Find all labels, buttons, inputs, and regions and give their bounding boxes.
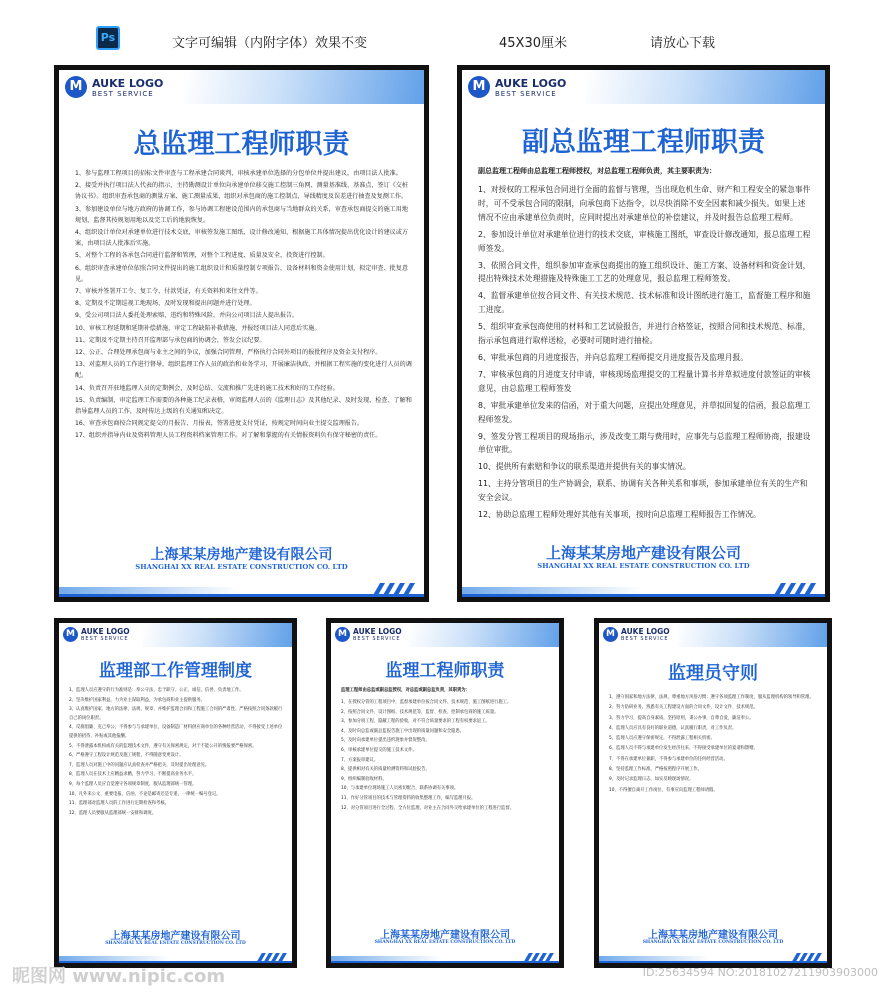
rule-list [69, 687, 284, 819]
logo-name: AUKE LOGO [621, 627, 670, 636]
list-item: 14、负责召开驻地监理人员的定期例会，及时总结、交流和推广先进的施工技术和好的工作经验。 [75, 384, 339, 392]
list-item: 12、协助总监理工程师处理好其他有关事项，按时向总监理工程师报告工作情况。 [478, 510, 761, 520]
intro-text: 监理工程师由总监或副总监授权，对总监或副总监负责，其职责为： [341, 688, 470, 693]
list-item: 5、不得泄露本机构或有关的监理技术文件，遵守有关保密规定，对于不能公开的情报要严格保密。 [69, 743, 257, 749]
header-decor [677, 623, 827, 647]
footer-bar [462, 594, 825, 597]
list-item: 16、审查承包商按合同规定提交的月报告、月报表，签署进度支付凭证，按规定时间向业主提交监理报告。 [75, 420, 364, 428]
logo-name: AUKE LOGO [81, 627, 130, 636]
list-item: 6、监理人员不得与承建单位发生经济往来，不得接受承建单位的宴请和馈赠。 [609, 746, 758, 752]
logo-mark-icon: M [335, 627, 350, 642]
poster-title: 监理工程师职责 [385, 661, 505, 681]
list-item: 7、不得在承建单位兼职，不得参与承建单位的任何经营活动。 [609, 756, 728, 762]
list-item: 6、审批承包商的月进度报告，并向总监理工程师提交月进度报告及监理月报。 [478, 352, 749, 362]
list-item: 8、提供相对有关的质量检测资料和试验报告。 [341, 767, 430, 773]
list-item: 11、监理部对监理人员的工作进行定期检查和考核。 [69, 801, 169, 807]
list-item: 10、提供所有索赔和争议的联系渠道并提供有关的事实情况。 [478, 462, 691, 472]
list-item: 13、对监理人员的工作进行督导，组织监理工作人员的政治和业务学习，开展廉洁执政、并根据工程实施的变化进行人员的调配。 [75, 361, 412, 380]
list-item: 5、监理人员应遵守保密规定，不得泄露工程相关机密。 [609, 736, 715, 742]
list-item: 1、监理人员应遵守的行为准则是：奉公守法、忠于职守、公正、诚信、信誉、负责地工作。 [69, 688, 244, 693]
list-item: 8、监理人员在技术上应精益求精，努力学习，不断提高业务水平。 [69, 772, 197, 778]
list-item: 4、反腐倡廉、克己奉公，不得参与与承建单位、设备制造厂材料供应商单位的各种经营活动，不得接受上述单位提供的招待、补贴或其他报酬。 [69, 725, 283, 739]
list-item: 6、组织审查承建单位依照合同文件提出的施工组织设计和质量控制专项报告，设备材料和资金使用计划，拟定审查、批复意见。 [75, 264, 408, 283]
list-item: 11、作好分管项目的技术与管理资料的收集整理工作，编写监理月报。 [341, 795, 476, 801]
list-item: 1、遵守国家和地方法律、法规，尊重地方风俗习惯；遵守各项监理工作制度，服从监理机构的领导和管理。 [609, 695, 814, 700]
list-item: 11、定期及不定期主持召开监理部与承包商的协调会，签发会议纪要。 [75, 336, 266, 344]
header-decor [142, 623, 292, 647]
list-item: 9、签发分管工程项目的现场指示，涉及改变工期与费用时，应事先与总监理工程师协商，报建设单位审批。 [478, 431, 811, 455]
list-item: 5、组织审查承包商使用的材料和工艺试验报告，并进行合格签证，按照合同和技术规范、标准，指示承包商进行取样送检，必要时可随时进行抽检。 [478, 322, 811, 346]
top-bar [0, 0, 886, 60]
list-item: 12、公正、合理处理承包商与业主之间的争议，加强合同管理，严格执行合同外项目的报批程序及资金支付程序。 [75, 349, 382, 357]
poster-inspector-code [594, 618, 832, 968]
footer-stripes [775, 583, 815, 597]
list-item: 4、监督承建单位按合同文件、有关技术规范、技术标准和设计图纸进行施工，监督施工程序和施工进度。 [478, 291, 811, 315]
company-name-en: SHANGHAI XX REAL ESTATE CONSTRUCTION CO. LTD [537, 562, 750, 570]
poster-title: 副总监理工程师职责 [522, 127, 765, 158]
duty-list [478, 183, 813, 525]
logo-mark-icon: M [468, 76, 490, 98]
list-item: 3、认真维护国家、地方的法律、法规、规章，并维护监理合同和工程施工合同的严肃性。严格按照合同条款履行自己的岗位职责。 [69, 707, 283, 721]
photoshop-icon: Ps [96, 26, 120, 50]
list-item: 9、及时记录监理日志，如实反映现场情况。 [609, 777, 694, 783]
company-name: 上海某某房地产建设有限公司 [380, 930, 510, 941]
list-item: 1、在授权分管的工程项目中，监督承建单位按合同文件、技术规范、施工图纸进行施工。 [341, 700, 512, 705]
code-list [609, 693, 819, 796]
editable-note: 文字可编辑（内附字体）效果不变 [172, 36, 368, 51]
poster-title: 监理员守则 [668, 663, 758, 684]
list-item: 5、对整个工程的各承包合同进行监督和管理，对整个工程进度、质量及安全、投资进行控制。 [75, 252, 329, 260]
logo-tagline: BEST SERVICE [353, 636, 401, 642]
list-item: 7、审核并签署开工令、复工令、付款凭证，有关资料和来往文件等。 [75, 288, 262, 296]
footer-stripes [525, 953, 553, 963]
list-item: 4、监理人员应具有良好的职业道德，认真履行职责，对工作负责。 [609, 725, 737, 731]
footer-bar [59, 594, 424, 597]
duty-list [341, 699, 551, 814]
footer-stripes [793, 953, 821, 963]
list-item: 3、努力学习，提高自身素质，坚持原则，秉公办事，自尊自爱，廉洁奉公。 [609, 715, 754, 721]
header-decor [585, 70, 825, 104]
list-item: 8、定期及不定期巡视工地现场，及时发现和提出问题并进行处理。 [75, 300, 256, 308]
logo-tagline: BEST SERVICE [81, 636, 129, 642]
logo-name: AUKE LOGO [92, 77, 164, 90]
list-item: 6、审核承建单位提交的施工技术文件。 [341, 747, 417, 753]
poster-title: 总监理工程师职责 [133, 129, 350, 160]
list-item: 7、审核承包商的月进度支付申请，审核现场监理提交的工程量计算书并草拟进度付款签证的审核意见，由总监理工程师签发 [478, 369, 811, 393]
footer-stripes [374, 583, 414, 597]
size-note: 45X30厘米 [499, 36, 567, 51]
list-item: 3、依照合同文件，组织参加审查承包商提出的施工组织设计、施工方案、设备材料和资金计划，提出特殊技术处理措施及特殊施工工艺的处理意见，报总监理工程师签发。 [478, 260, 811, 284]
site-watermark: 昵图网 www.nipic.com [12, 966, 226, 987]
list-item: 1、对授权的工程承包合同进行全面的监督与管理，当出现危机生命、财产和工程安全的紧急事件时，可不受承包合同的限制，向承包商下达指令，以尽快消除不安全因素和减少损失。如果上述情况不应由承建单位负责时，应同时提出对承建单位的补偿建议，并及时报告总监理工程师。 [478, 185, 811, 222]
company-name: 上海某某房地产建设有限公司 [150, 547, 333, 563]
list-item: 10、不得擅自离开工作岗位，有事应向监理工程师请假。 [609, 787, 718, 793]
download-note: 请放心下载 [650, 36, 716, 51]
list-item: 2、接受并执行项目法人代表的指示，主持勘测设计单位向承建单位移交施工控制三角网、测量基准线、基准点，签订《交桩协议书》。组织审查承包商的测量方案、施工测量成果，组织对承包商的施工控制点、导线精度及误差进行抽查及复测工作。 [75, 182, 408, 201]
logo-tagline: BEST SERVICE [495, 90, 557, 98]
list-item: 7、监理人员对施工中的问题应认真检查并严格把关，及时提出处理意见。 [69, 762, 210, 768]
poster-supervisor-duties [326, 618, 564, 968]
logo-tagline: BEST SERVICE [621, 636, 669, 642]
poster-chief-supervisor [54, 65, 429, 602]
company-name-en: SHANGHAI XX REAL ESTATE CONSTRUCTION CO. LTD [135, 563, 348, 571]
list-item: 2、参加设计单位对承建单位进行的技术交底，审核施工图纸，审查设计修改通知，报总监理工程师签发。 [478, 229, 811, 253]
list-item: 12、监理人员要服从监理部统一安排和调度。 [69, 810, 157, 816]
company-name-en: SHANGHAI XX REAL ESTATE CONSTRUCTION CO. LTD [374, 940, 516, 945]
list-item: 11、主持分管项目的生产协调会，联系、协调有关各种关系和事项，参加承建单位有关的生产和安全会议。 [478, 479, 808, 503]
list-item: 3、参加建设单位与地方政府的协调工作，参与协调工程建设范围内的承包商与当地群众的关系，审查承包商提交的施工用地规划，监督其按规划用地以及完工后的地貌恢复。 [75, 205, 408, 224]
poster-management-rules [54, 618, 297, 968]
list-item: 8、坚持监理工作标准，严格按照程序开展工作。 [609, 767, 702, 773]
list-item: 9、每个监理人员应自觉遵守各项规章制度，服从监理部统一管理。 [69, 781, 197, 787]
list-item: 10、凡外来公文、重要电报、信函、不论是邮寄还是专递，一律统一编号登记。 [69, 791, 221, 797]
logo-tagline: BEST SERVICE [92, 90, 154, 98]
intro-text: 副总监理工程师由总监理工程师授权，对总监理工程师负责，其主要职责为： [478, 167, 716, 175]
list-item: 17、组织并指导内业及资料管理人员工程资料档案管理工作。对了解和掌握的有关情报资料负有保守秘密的责任。 [75, 432, 382, 440]
list-item: 9、组织编制验收材料。 [341, 776, 387, 782]
list-item: 9、受公司项目法人委托处理索赔、违约和特殊风险，并向公司项目法人提出报告。 [75, 312, 299, 320]
list-item: 12、对分管项目进行全过程、全方位监理，对业主在合同外交给承建单位的工程进行监督。 [341, 805, 515, 811]
list-item: 2、努力钻研业务，熟悉有关工程建设方面的合同文件、设计文件、技术规范。 [609, 705, 758, 711]
list-item: 2、按照合同文件、设计图纸、技术规范等，监督、检查、控制承包商的施工质量。 [341, 709, 499, 715]
duty-list [75, 168, 412, 443]
company-name-en: SHANGHAI XX REAL ESTATE CONSTRUCTION CO. LTD [105, 941, 246, 946]
list-item: 5、及时向承建单位提出违约现象并督促整改。 [341, 738, 430, 744]
company-name: 上海某某房地产建设有限公司 [545, 544, 741, 562]
header-decor [184, 70, 424, 104]
logo-mark-icon: M [63, 627, 78, 642]
header-decor [409, 623, 559, 647]
list-item: 10、与承建单位现场施工人员密切配合，联系协调有关事项。 [341, 786, 459, 792]
logo-mark-icon: M [65, 76, 87, 98]
company-name-en: SHANGHAI XX REAL ESTATE CONSTRUCTION CO. LTD [642, 940, 784, 945]
list-item: 4、及时向总监或副总监报告施工中出现的质量问题和安全隐患。 [341, 728, 465, 734]
logo-name: AUKE LOGO [495, 77, 567, 90]
logo-mark-icon: M [603, 627, 618, 642]
list-item: 15、负责编制、审定监理工作需要的各种施工纪录表格，审阅监理人员的《监理日志》及其他纪录、及时发现、检查、了解和指导监理人员的工作，及时传达上级的有关通知和决定。 [75, 396, 412, 416]
footer-stripes [258, 953, 286, 963]
list-item: 6、严格遵守工程设计规范及施工规程，不得随意变更设计。 [69, 753, 184, 759]
company-name: 上海某某房地产建设有限公司 [110, 931, 241, 942]
list-item: 10、审核工程延期和延期补偿措施，审定工程缺陷补救措施，并报经项目法人同意后实施。 [75, 324, 321, 332]
list-item: 7、方案报审建议。 [341, 757, 379, 763]
list-item: 4、组织设计单位对承建单位进行技术交底，审核签发施工图纸、设计修改通知，根据施工具体情况提出优化设计的建议或方案，由项目法人批准后实施。 [75, 229, 408, 248]
logo-name: AUKE LOGO [353, 627, 402, 636]
list-item: 8、审批承建单位发来的信函，对于重大问题，应提出处理意见，并草拟回复的信函，报总监理工程师签发。 [478, 400, 811, 424]
list-item: 2、坚决维护国家利益，力为业主谋取利益，为承包商和业主提供服务。 [69, 697, 205, 703]
poster-deputy-chief [457, 65, 830, 602]
poster-title: 监理部工作管理制度 [99, 661, 252, 681]
list-item: 1、参与监理工程项目的招标文件审查与工程承建合同谈判，审核承建单位选择的分包单位并提出建议，由项目法人批准。 [75, 170, 402, 177]
image-id-watermark: ID:25634594 NO:20181027211903903000 [642, 966, 878, 979]
list-item: 3、参加分项工程、隐蔽工程的验收，对不符合质量要求的工程有权要求返工。 [341, 719, 490, 725]
company-name: 上海某某房地产建设有限公司 [648, 930, 778, 941]
